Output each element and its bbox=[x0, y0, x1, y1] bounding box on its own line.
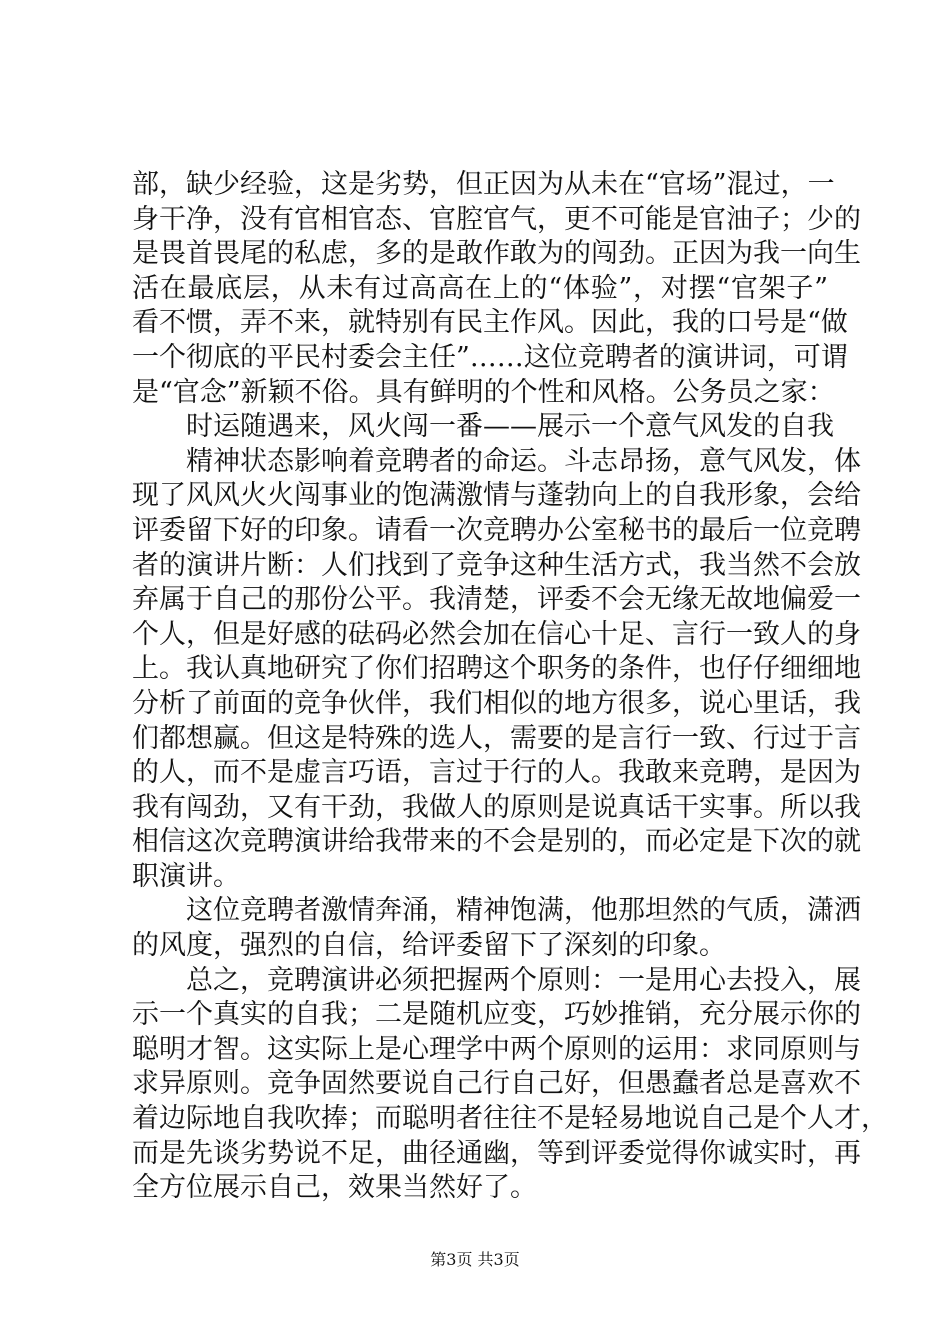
text-line: 聪明才智。这实际上是心理学中两个原则的运用：求同原则与 bbox=[132, 1033, 861, 1065]
text-line: 职演讲。 bbox=[132, 860, 240, 892]
text-line: 个人，但是好感的砝码必然会加在信心十足、言行一致人的身 bbox=[132, 618, 861, 650]
text-line: 这位竞聘者激情奔涌，精神饱满，他那坦然的气质，潇洒 bbox=[186, 895, 861, 927]
paragraph bbox=[132, 168, 861, 410]
paragraph bbox=[132, 410, 834, 445]
text-line: 是畏首畏尾的私虑，多的是敢作敢为的闯劲。正因为我一向生 bbox=[132, 238, 861, 270]
text-line: 身干净，没有官相官态、官腔官气，更不可能是官油子；少的 bbox=[132, 203, 861, 235]
text-line: 示一个真实的自我；二是随机应变，巧妙推销，充分展示你的 bbox=[132, 999, 861, 1031]
page-footer: 第3页 共3页 bbox=[430, 1250, 520, 1269]
text-line: 我有闯劲，又有干劲，我做人的原则是说真话干实事。所以我 bbox=[132, 791, 861, 823]
paragraph bbox=[132, 964, 888, 1206]
text-line: 着边际地自我吹捧；而聪明者往往不是轻易地说自己是个人才， bbox=[132, 1103, 888, 1135]
text-line: 们都想赢。但这是特殊的选人，需要的是言行一致、行过于言 bbox=[132, 722, 861, 754]
text-line: 全方位展示自己，效果当然好了。 bbox=[132, 1172, 537, 1204]
text-line: 总之，竞聘演讲必须把握两个原则：一是用心去投入，展 bbox=[186, 964, 861, 996]
text-line: 分析了前面的竞争伙伴，我们相似的地方很多，说心里话，我 bbox=[132, 687, 861, 719]
text-line: 一个彻底的平民村委会主任”……这位竞聘者的演讲词，可谓 bbox=[132, 341, 848, 373]
text-line: 评委留下好的印象。请看一次竞聘办公室秘书的最后一位竞聘 bbox=[132, 514, 861, 546]
text-line: 弃属于自己的那份公平。我清楚，评委不会无缘无故地偏爱一 bbox=[132, 584, 861, 616]
text-line: 活在最底层，从未有过高高在上的“体验”，对摆“官架子” bbox=[132, 272, 828, 304]
text-line: 而是先谈劣势说不足，曲径通幽，等到评委觉得你诚实时，再 bbox=[132, 1137, 861, 1169]
text-line: 时运随遇来，风火闯一番——展示一个意气风发的自我 bbox=[186, 411, 834, 443]
paragraph bbox=[132, 894, 861, 963]
text-line: 现了风风火火闯事业的饱满激情与蓬勃向上的自我形象，会给 bbox=[132, 480, 861, 512]
text-line: 的风度，强烈的自信，给评委留下了深刻的印象。 bbox=[132, 930, 726, 962]
text-line: 的人，而不是虚言巧语，言过于行的人。我敢来竞聘，是因为 bbox=[132, 757, 861, 789]
body-text bbox=[132, 168, 888, 1206]
text-line: 相信这次竞聘演讲给我带来的不会是别的，而必定是下次的就 bbox=[132, 826, 861, 858]
text-line: 看不惯，弄不来，就特别有民主作风。因此，我的口号是“做 bbox=[132, 307, 848, 339]
text-line: 精神状态影响着竞聘者的命运。斗志昂扬，意气风发，体 bbox=[186, 445, 861, 477]
text-line: 求异原则。竞争固然要说自己行自己好，但愚蠢者总是喜欢不 bbox=[132, 1068, 861, 1100]
paragraph bbox=[132, 445, 861, 895]
text-line: 是“官念”新颖不俗。具有鲜明的个性和风格。公务员之家： bbox=[132, 376, 835, 408]
text-line: 者的演讲片断：人们找到了竞争这种生活方式，我当然不会放 bbox=[132, 549, 861, 581]
text-line: 部，缺少经验，这是劣势，但正因为从未在“官场”混过，一 bbox=[132, 169, 835, 200]
text-line: 上。我认真地研究了你们招聘这个职务的条件，也仔仔细细地 bbox=[132, 653, 861, 685]
